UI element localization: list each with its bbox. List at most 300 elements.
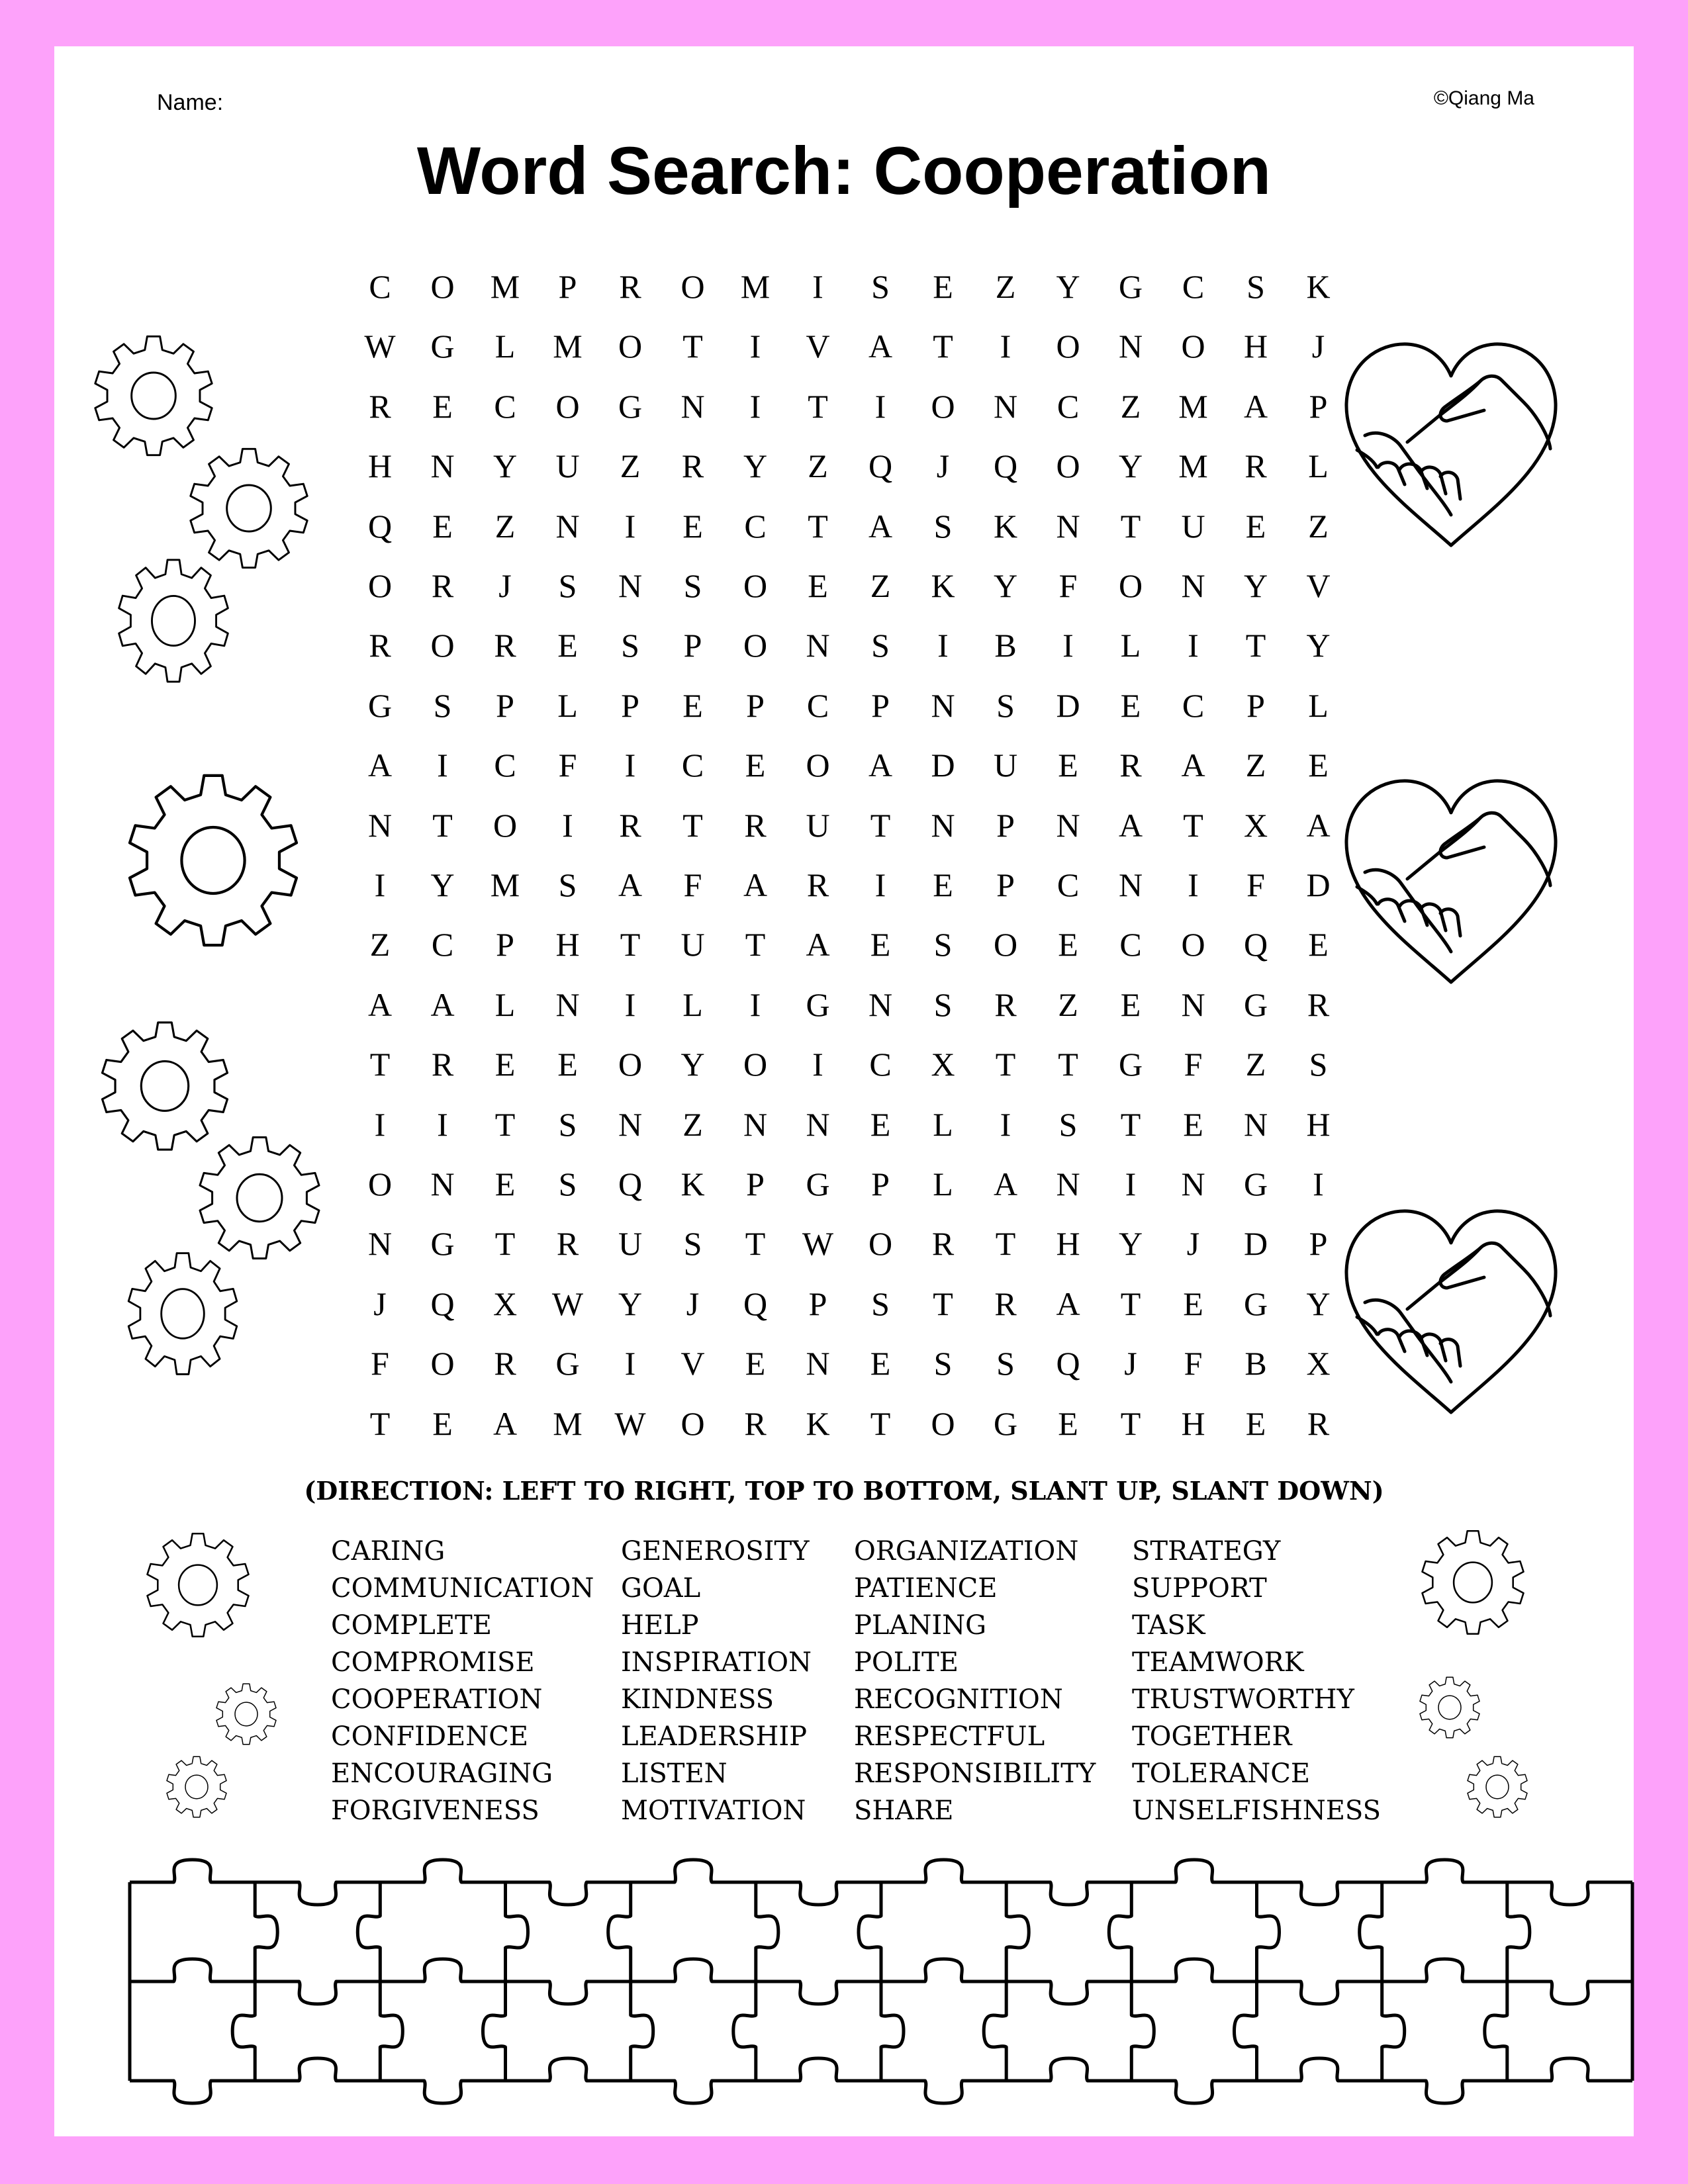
grid-letter: P xyxy=(1246,686,1265,724)
gear-icon xyxy=(1417,1674,1483,1741)
grid-letter: S xyxy=(933,926,953,964)
grid-letter: T xyxy=(369,1404,391,1442)
grid-letter: P xyxy=(871,1165,890,1203)
grid-letter: Y xyxy=(492,447,518,485)
page-title: Word Search: Cooperation xyxy=(416,133,1272,208)
grid-letter: T xyxy=(1183,806,1203,844)
grid-letter: P xyxy=(808,1285,827,1322)
grid-letter: J xyxy=(686,1285,700,1322)
grid-letter: S xyxy=(933,985,953,1023)
grid-letter: Z xyxy=(995,268,1016,305)
grid-letter: H xyxy=(1243,328,1268,365)
grid-letter: Q xyxy=(367,507,393,545)
grid-letter: C xyxy=(431,926,454,964)
grid-letter: I xyxy=(1188,627,1199,664)
grid-letter: R xyxy=(431,1046,454,1083)
grid-letter: U xyxy=(618,1225,643,1263)
grid-letter: T xyxy=(682,328,703,365)
grid-letter: E xyxy=(745,747,766,784)
grid-row xyxy=(350,1394,1413,1453)
word-list-item: TRUSTWORTHY xyxy=(1132,1684,1354,1715)
grid-letter: J xyxy=(1124,1345,1137,1383)
grid-row xyxy=(350,915,1413,974)
word-list-item: COMPROMISE xyxy=(331,1647,535,1678)
grid-letter: N xyxy=(868,985,893,1023)
grid-letter: T xyxy=(1120,1285,1141,1322)
grid-row xyxy=(350,735,1413,795)
grid-letter: S xyxy=(871,268,890,305)
grid-letter: Y xyxy=(1118,1225,1143,1263)
grid-letter: A xyxy=(367,747,393,784)
grid-letter: U xyxy=(555,447,580,485)
grid-letter: T xyxy=(870,1404,891,1442)
grid-letter: L xyxy=(494,985,516,1023)
grid-letter: S xyxy=(996,1345,1015,1383)
grid-letter: T xyxy=(1120,1404,1141,1442)
word-list-item: MOTIVATION xyxy=(621,1796,806,1826)
grid-letter: D xyxy=(1306,866,1331,903)
copyright-notice: ©Qiang Ma xyxy=(1433,87,1534,109)
grid-letter: G xyxy=(1243,1285,1268,1322)
grid-letter: A xyxy=(1243,387,1268,425)
grid-letter: R xyxy=(1244,447,1267,485)
grid-row xyxy=(350,615,1413,675)
grid-letter: O xyxy=(1181,328,1205,365)
grid-letter: R xyxy=(369,627,391,664)
grid-letter: G xyxy=(1243,985,1268,1023)
grid-letter: E xyxy=(432,1404,453,1442)
grid-letter: I xyxy=(624,1345,636,1383)
grid-letter: N xyxy=(1056,806,1080,844)
grid-letter: C xyxy=(681,747,704,784)
grid-letter: I xyxy=(1000,328,1011,365)
grid-letter: C xyxy=(1119,926,1142,964)
grid-letter: W xyxy=(551,1285,584,1322)
grid-letter: C xyxy=(806,686,829,724)
grid-letter: E xyxy=(1058,1404,1078,1442)
grid-letter: E xyxy=(1183,1105,1203,1143)
grid-letter: F xyxy=(1184,1046,1203,1083)
word-list-item: LEADERSHIP xyxy=(621,1721,808,1752)
grid-letter: S xyxy=(621,627,639,664)
grid-letter: F xyxy=(683,866,702,903)
grid-letter: N xyxy=(1181,1165,1205,1203)
word-list-item: GOAL xyxy=(621,1573,701,1604)
grid-row xyxy=(350,556,1413,615)
grid-letter: P xyxy=(746,686,765,724)
word-list-item: SHARE xyxy=(854,1796,954,1826)
grid-letter: M xyxy=(490,268,520,305)
grid-row xyxy=(350,1154,1413,1214)
grid-letter: I xyxy=(624,507,636,545)
grid-letter: T xyxy=(995,1225,1016,1263)
grid-letter: K xyxy=(931,567,955,604)
grid-letter: I xyxy=(624,985,636,1023)
grid-letter: S xyxy=(933,1345,953,1383)
grid-letter: N xyxy=(806,627,830,664)
grid-letter: N xyxy=(430,447,455,485)
grid-letter: U xyxy=(993,747,1018,784)
grid-letter: F xyxy=(1246,866,1265,903)
grid-letter: Y xyxy=(618,1285,643,1322)
word-list-item: SUPPORT xyxy=(1132,1573,1267,1604)
word-list-item: COOPERATION xyxy=(331,1684,543,1715)
grid-letter: F xyxy=(558,747,577,784)
grid-letter: T xyxy=(494,1105,516,1143)
grid-letter: U xyxy=(680,926,705,964)
word-list-item: CARING xyxy=(331,1536,445,1567)
word-search-grid xyxy=(350,257,1413,1441)
grid-letter: E xyxy=(870,926,891,964)
grid-letter: Y xyxy=(680,1046,705,1083)
grid-letter: A xyxy=(1056,1285,1080,1322)
grid-letter: Z xyxy=(494,507,516,545)
grid-letter: R xyxy=(744,806,767,844)
grid-letter: N xyxy=(993,387,1018,425)
grid-letter: L xyxy=(1308,686,1329,724)
word-list-item: RECOGNITION xyxy=(854,1684,1063,1715)
grid-row xyxy=(350,975,1413,1034)
grid-letter: T xyxy=(1120,1105,1141,1143)
grid-letter: Q xyxy=(993,447,1018,485)
grid-letter: O xyxy=(618,1046,643,1083)
grid-letter: T xyxy=(995,1046,1016,1083)
grid-letter: I xyxy=(874,866,886,903)
word-list-item: RESPONSIBILITY xyxy=(854,1758,1096,1789)
grid-letter: H xyxy=(1181,1404,1205,1442)
grid-letter: U xyxy=(806,806,830,844)
grid-letter: E xyxy=(933,268,953,305)
grid-letter: E xyxy=(557,1046,578,1083)
grid-letter: I xyxy=(624,747,636,784)
grid-letter: E xyxy=(870,1345,891,1383)
grid-row xyxy=(350,1034,1413,1094)
grid-letter: N xyxy=(367,1225,393,1263)
grid-letter: F xyxy=(371,1345,389,1383)
grid-letter: P xyxy=(746,1165,765,1203)
grid-letter: O xyxy=(806,747,830,784)
grid-letter: E xyxy=(432,387,453,425)
grid-letter: L xyxy=(494,328,516,365)
grid-letter: Z xyxy=(620,447,641,485)
grid-letter: N xyxy=(743,1105,768,1143)
grid-row xyxy=(350,1095,1413,1154)
word-list-item: PATIENCE xyxy=(854,1573,998,1604)
name-label: Name: xyxy=(157,90,224,115)
grid-letter: Q xyxy=(430,1285,455,1322)
grid-letter: C xyxy=(869,1046,892,1083)
word-list-item: TOGETHER xyxy=(1132,1721,1292,1752)
grid-letter: E xyxy=(682,507,703,545)
grid-letter: R xyxy=(619,806,641,844)
grid-letter: S xyxy=(1058,1105,1078,1143)
grid-letter: T xyxy=(1245,627,1266,664)
grid-letter: N xyxy=(555,507,580,545)
direction-note: (DIRECTION: LEFT TO RIGHT, TOP TO BOTTOM, SLANT UP, SLANT DOWN) xyxy=(304,1476,1384,1506)
word-list-item: TASK xyxy=(1132,1610,1205,1641)
grid-letter: J xyxy=(936,447,950,485)
grid-letter: O xyxy=(1181,926,1205,964)
grid-letter: E xyxy=(1058,926,1078,964)
grid-letter: C xyxy=(494,747,516,784)
grid-letter: O xyxy=(1056,447,1080,485)
grid-letter: G xyxy=(618,387,643,425)
grid-letter: A xyxy=(806,926,830,964)
grid-letter: J xyxy=(373,1285,387,1322)
grid-letter: A xyxy=(993,1165,1018,1203)
grid-letter: K xyxy=(806,1404,830,1442)
grid-letter: I xyxy=(437,747,448,784)
grid-letter: I xyxy=(374,1105,386,1143)
grid-letter: T xyxy=(933,328,953,365)
grid-letter: V xyxy=(1306,567,1331,604)
grid-letter: A xyxy=(1181,747,1205,784)
gear-icon xyxy=(213,1681,279,1747)
gear-icon xyxy=(120,768,306,953)
grid-letter: I xyxy=(1125,1165,1137,1203)
grid-letter: V xyxy=(680,1345,705,1383)
grid-letter: L xyxy=(933,1105,953,1143)
grid-letter: C xyxy=(369,268,391,305)
grid-letter: A xyxy=(1306,806,1331,844)
grid-letter: N xyxy=(806,1345,830,1383)
word-list-item: RESPECTFUL xyxy=(854,1721,1045,1752)
grid-row xyxy=(350,257,1413,316)
grid-letter: S xyxy=(558,1105,577,1143)
grid-letter: O xyxy=(492,806,518,844)
word-list-item: FORGIVENESS xyxy=(331,1796,539,1826)
grid-letter: I xyxy=(812,268,823,305)
grid-letter: S xyxy=(1246,268,1265,305)
grid-letter: Q xyxy=(1056,1345,1080,1383)
grid-letter: L xyxy=(1308,447,1329,485)
grid-letter: E xyxy=(745,1345,766,1383)
word-list-item: COMPLETE xyxy=(331,1610,492,1641)
grid-letter: O xyxy=(367,567,393,604)
grid-letter: M xyxy=(553,1404,583,1442)
grid-letter: I xyxy=(749,328,761,365)
grid-letter: N xyxy=(931,686,955,724)
grid-letter: N xyxy=(555,985,580,1023)
grid-letter: I xyxy=(1000,1105,1011,1143)
grid-letter: K xyxy=(1306,268,1331,305)
word-list-item: INSPIRATION xyxy=(621,1647,812,1678)
grid-letter: C xyxy=(744,507,767,545)
grid-letter: D xyxy=(931,747,955,784)
grid-letter: Q xyxy=(618,1165,643,1203)
grid-letter: U xyxy=(1181,507,1205,545)
grid-letter: I xyxy=(1313,1165,1324,1203)
grid-letter: L xyxy=(933,1165,953,1203)
grid-letter: N xyxy=(931,806,955,844)
grid-letter: E xyxy=(557,627,578,664)
grid-letter: N xyxy=(1056,1165,1080,1203)
grid-letter: Z xyxy=(682,1105,703,1143)
grid-letter: C xyxy=(1182,686,1205,724)
grid-letter: O xyxy=(430,627,455,664)
word-list-column-3 xyxy=(854,1533,1096,1829)
grid-letter: A xyxy=(430,985,455,1023)
grid-letter: G xyxy=(367,686,393,724)
gear-icon xyxy=(184,443,314,573)
grid-letter: R xyxy=(931,1225,955,1263)
grid-letter: A xyxy=(618,866,643,903)
grid-letter: A xyxy=(743,866,768,903)
grid-letter: X xyxy=(931,1046,955,1083)
grid-row xyxy=(350,1334,1413,1393)
grid-letter: E xyxy=(494,1165,516,1203)
grid-row xyxy=(350,316,1413,376)
grid-letter: N xyxy=(1181,985,1205,1023)
grid-letter: N xyxy=(367,806,393,844)
grid-row xyxy=(350,1214,1413,1273)
grid-letter: X xyxy=(1306,1345,1331,1383)
grid-letter: O xyxy=(1118,567,1143,604)
grid-letter: S xyxy=(558,1165,577,1203)
puzzle-border xyxy=(123,1848,1639,2113)
grid-letter: R xyxy=(369,387,391,425)
grid-letter: L xyxy=(1120,627,1141,664)
grid-letter: T xyxy=(745,926,766,964)
grid-letter: R xyxy=(994,1285,1017,1322)
grid-letter: T xyxy=(1120,507,1141,545)
grid-letter: G xyxy=(555,1345,580,1383)
grid-letter: O xyxy=(367,1165,393,1203)
grid-letter: Z xyxy=(1245,1046,1266,1083)
grid-letter: Z xyxy=(1308,507,1329,545)
grid-letter: E xyxy=(1308,747,1329,784)
grid-letter: Q xyxy=(743,1285,768,1322)
grid-letter: M xyxy=(740,268,771,305)
grid-letter: F xyxy=(1184,1345,1203,1383)
grid-letter: P xyxy=(621,686,639,724)
word-list-item: KINDNESS xyxy=(621,1684,774,1715)
grid-letter: J xyxy=(1186,1225,1200,1263)
word-list-item: GENEROSITY xyxy=(621,1536,810,1567)
grid-letter: C xyxy=(1056,387,1080,425)
grid-letter: N xyxy=(618,567,643,604)
grid-letter: T xyxy=(369,1046,391,1083)
grid-letter: M xyxy=(1178,387,1208,425)
grid-letter: Y xyxy=(1306,1285,1331,1322)
grid-letter: E xyxy=(933,866,953,903)
grid-letter: S xyxy=(558,866,577,903)
grid-letter: G xyxy=(1118,1046,1143,1083)
word-list-column-2 xyxy=(621,1533,812,1829)
gear-icon xyxy=(115,556,232,686)
grid-letter: P xyxy=(496,686,514,724)
grid-letter: T xyxy=(933,1285,953,1322)
grid-letter: R xyxy=(1307,985,1330,1023)
grid-letter: R xyxy=(1307,1404,1330,1442)
grid-letter: N xyxy=(680,387,705,425)
gear-icon xyxy=(193,1132,326,1264)
grid-letter: Z xyxy=(870,567,891,604)
grid-letter: O xyxy=(993,926,1018,964)
grid-letter: H xyxy=(367,447,393,485)
grid-letter: R xyxy=(681,447,704,485)
grid-letter: T xyxy=(494,1225,516,1263)
gear-icon xyxy=(164,1754,230,1820)
grid-letter: E xyxy=(1308,926,1329,964)
grid-letter: X xyxy=(1243,806,1268,844)
gear-icon xyxy=(142,1529,254,1641)
grid-letter: L xyxy=(557,686,578,724)
grid-letter: S xyxy=(871,627,890,664)
grid-letter: E xyxy=(870,1105,891,1143)
grid-letter: B xyxy=(1244,1345,1267,1383)
grid-letter: S xyxy=(683,567,702,604)
grid-letter: Y xyxy=(743,447,768,485)
gear-icon xyxy=(1464,1754,1530,1820)
grid-letter: N xyxy=(1118,866,1143,903)
grid-letter: H xyxy=(1056,1225,1080,1263)
grid-letter: D xyxy=(1056,686,1080,724)
grid-letter: G xyxy=(806,1165,830,1203)
word-list-column-1 xyxy=(331,1533,594,1829)
grid-row xyxy=(350,855,1413,915)
grid-letter: O xyxy=(430,1345,455,1383)
grid-letter: I xyxy=(1062,627,1074,664)
grid-letter: R xyxy=(744,1404,767,1442)
grid-letter: W xyxy=(614,1404,646,1442)
grid-letter: D xyxy=(1243,1225,1268,1263)
grid-letter: M xyxy=(490,866,520,903)
grid-letter: T xyxy=(745,1225,766,1263)
grid-letter: O xyxy=(680,1404,705,1442)
grid-letter: A xyxy=(1118,806,1143,844)
grid-letter: S xyxy=(433,686,452,724)
grid-letter: N xyxy=(806,1105,830,1143)
grid-letter: O xyxy=(868,1225,893,1263)
grid-letter: Y xyxy=(1306,627,1331,664)
word-list-item: ENCOURAGING xyxy=(331,1758,553,1789)
grid-letter: O xyxy=(931,1404,955,1442)
grid-letter: I xyxy=(437,1105,448,1143)
grid-letter: S xyxy=(996,686,1015,724)
grid-letter: T xyxy=(870,806,891,844)
grid-letter: E xyxy=(808,567,828,604)
grid-letter: G xyxy=(1118,268,1143,305)
grid-letter: X xyxy=(492,1285,518,1322)
grid-row xyxy=(350,436,1413,496)
word-list-item: CONFIDENCE xyxy=(331,1721,529,1752)
word-list-item: HELP xyxy=(621,1610,699,1641)
grid-letter: O xyxy=(743,627,768,664)
grid-letter: C xyxy=(494,387,516,425)
grid-letter: P xyxy=(1309,387,1328,425)
grid-letter: R xyxy=(494,627,516,664)
grid-letter: P xyxy=(1309,1225,1328,1263)
grid-letter: I xyxy=(874,387,886,425)
grid-letter: P xyxy=(996,806,1015,844)
grid-letter: C xyxy=(1182,268,1205,305)
grid-letter: Y xyxy=(1056,268,1080,305)
grid-letter: G xyxy=(430,328,455,365)
grid-letter: Z xyxy=(808,447,828,485)
grid-letter: P xyxy=(996,866,1015,903)
grid-letter: R xyxy=(431,567,454,604)
grid-letter: E xyxy=(1245,507,1266,545)
grid-letter: E xyxy=(1120,985,1141,1023)
grid-letter: F xyxy=(1058,567,1078,604)
grid-row xyxy=(350,377,1413,436)
grid-letter: G xyxy=(430,1225,455,1263)
word-list-item: PLANING xyxy=(854,1610,987,1641)
grid-letter: Q xyxy=(1243,926,1268,964)
grid-letter: S xyxy=(933,507,953,545)
word-list-item: STRATEGY xyxy=(1132,1536,1281,1567)
